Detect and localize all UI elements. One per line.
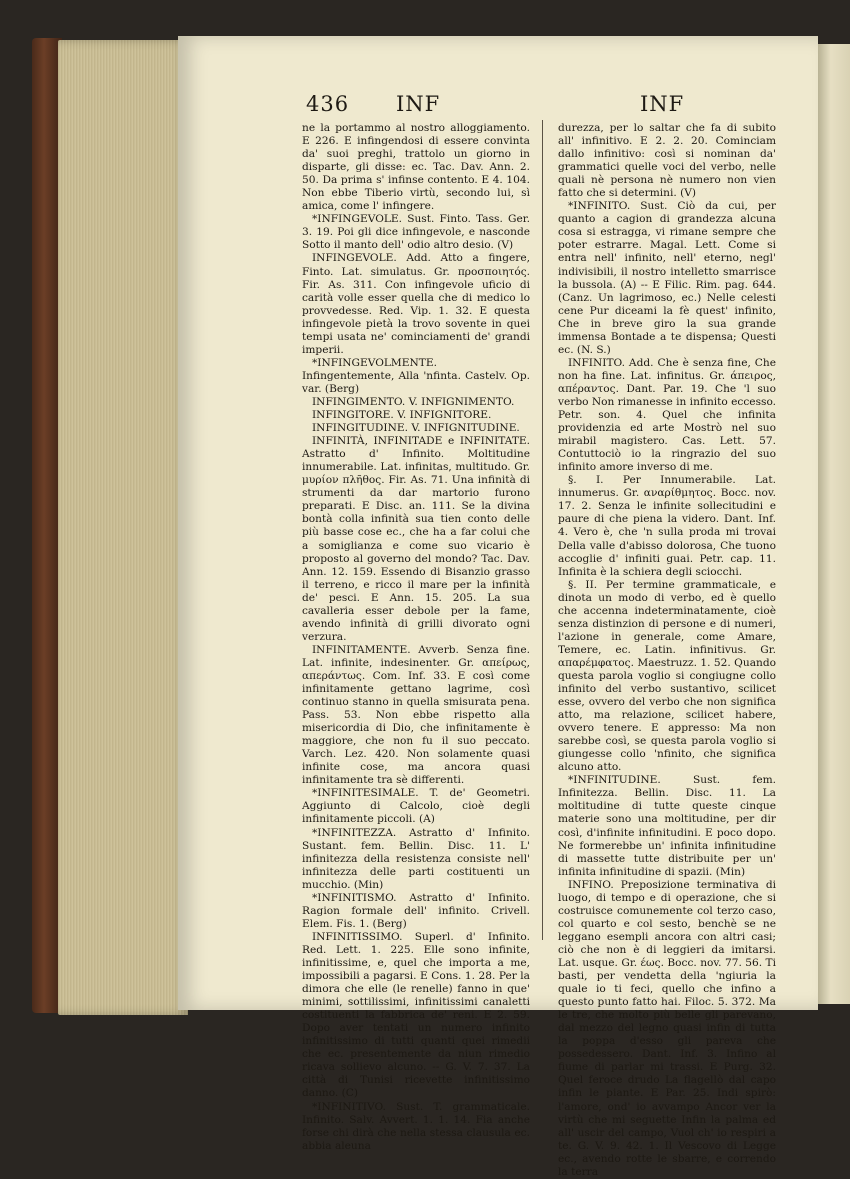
- entry-infinitezza: *INFINITEZZA. Astratto d' Infinito. Sustant. fem. Bellin. Disc. 11. L' infinitezza della resistenza consiste nell' infinitezza delle parti costituenti un mucchio. (Min): [302, 826, 530, 891]
- entry-text: durezza, per lo saltar che fa di subito all' infinitivo. E 2. 2. 20. Cominciam dallo infinitivo: così si nominan da' grammatici quelle voci del verbo, nelle quali nè persona nè numero non vien fatto che si determini. (V): [558, 122, 776, 200]
- entry-infingevole-add: INFINGEVOLE. Add. Atto a fingere, Finto. Lat. simulatus. Gr. προσποιητός. Fir. As. 311. Con infingevole uficio di carità volle esser quella che di medico lo provvedesse. Red. Vip. 1. 32. E questa infingevole pietà la trovo sovente in quei tempi usata ne' cominciamenti de' grandi imperii.: [302, 252, 530, 356]
- running-head-left: INF: [396, 92, 441, 116]
- entry-infinitamente: INFINITAMENTE. Avverb. Senza fine. Lat. infinite, indesinenter. Gr. απείρως, απεράντως. Com. Inf. 33. E così come infinitamente gettano lagrime, così continuo stanno in quella smisurata pena. Pass. 53. Non ebbe rispetto alla misericordia di Dio, che infinitamente è maggiore, che non fu il suo peccato. Varch. Lez. 420. Non solamente quasi infinite cose, ma ancora quasi infinitamente tra sè differenti.: [302, 643, 530, 787]
- column-divider: [542, 120, 543, 940]
- entry-infinito-add: INFINITO. Add. Che è senza fine, Che non ha fine. Lat. infinitus. Gr. άπειρος, απέραντος. Dant. Par. 19. Che 'l suo verbo Non rimanesse in infinito eccesso. Petr. son. 4. Quel che infinita providenzia ed arte Mostrò nel suo mirabil magistero. Cas. Lett. 57. Contuttociò io la ringrazio del suo infinito amore inverso di me.: [558, 356, 777, 474]
- entry-text: ne la portammo al nostro alloggiamento. E 226. E infingendosi di essere convinta da' suoi preghi, trattolo un giorno in disparte, gli disse: ec. Tac. Dav. Ann. 2. 50. Da prima s' infinse contento. E 4. 104. Non ebbe Tiberio virtù, secondo lui, sì amica, come l' infingere.: [302, 122, 530, 213]
- left-column: [302, 122, 530, 1153]
- entry-infinito-s2: §. II. Per termine grammaticale, e dinota un modo di verbo, ed è quello che accenna indeterminatamente, cioè senza distinzion di persone e di numeri, l'azione in generale, come Amare, Temere, ec. Latin. infinitivus. Gr. απαρέμφατος. Maestruzz. 1. 52. Quando questa parola voglio si congiugne collo infinito del verbo sustantivo, scilicet esse, ovvero del verbo che non significa atto, ma relazione, scilicet habere, ovvero tenere. E appresso: Ma non sarebbe così, se questa parola voglio si giungesse collo 'nfinito, che significa alcuno atto.: [558, 578, 776, 774]
- entry-infinito-s1: §. I. Per Innumerabile. Lat. innumerus. Gr. αναρίθμητος. Bocc. nov. 17. 2. Senza le infinite sollecitudini e paure di che piena la videro. Dant. Inf. 4. Vero è, che 'n sulla proda mi trovai Della valle d'abisso dolorosa, Che tuono accoglie d' infiniti guai. Petr. cap. 11. Infinita è la schiera degli sciocchi.: [558, 474, 776, 578]
- entry-infinitivo: *INFINITIVO. Sust. T. grammaticale. Infinito. Salv. Avvert. 1. 1. 14. Fia anche forse chi dirà che nella stessa clausula ec. abbia aleuna: [302, 1100, 530, 1152]
- next-page-edge: [818, 44, 850, 1004]
- entry-infino: INFINO. Preposizione terminativa di luogo, di tempo e di operazione, che si costruisce comunemente col terzo caso, col quarto e col sesto, benchè se ne leggano esempli ancora con altri casi; ciò che non è di leggieri da imitarsi. Lat. usque. Gr. έως. Bocc. nov. 77. 56. Ti basti, per vendetta della 'ngiuria la quale io ti feci, quello che infino a questo punto fatto hai. Filoc. 5. 372. Ma le tre, che molto più belle gli parevano, dal mezzo del legno quasi infin di tutta la poppa d'esso gli pareva che possedessero. Dant. Inf. 3. Infino al fiume di parlar mi trassi. E Purg. 32. Quel feroce drudo La flagellò dal capo infin le piante. E Par. 25. Indi spirò: l'amore, ond' io avvampo Ancor ver la virtù che mi seguette Infin la palma ed all' uscir del campo, Vuol ch' io respiri a te. G. V. 9. 42. 1. Il Vescovo di Legge ec., avendo rotte le sbarre, e correndo la terra: [558, 878, 776, 1178]
- entry-infinito-sust: *INFINITO. Sust. Ciò da cui, per quanto a cagion di grandezza alcuna cosa si estragga, vi rimane sempre che poter estrarre. Magal. Lett. Come si entra nell' infinito, nell' eterno, negl' indivisibili, il nostro intelletto smarrisce la bussola. (A) -- E Filic. Rim. pag. 644. (Canz. Un lagrimoso, ec.) Nelle celesti cene Pur diceami la fè quest' infinito, Che in breve giro la sua grande immensa Bontade a te dispensa; Questi ec. (N. S.): [558, 200, 776, 356]
- page-edges: [58, 40, 188, 1015]
- entry-infingevolmente: *INFINGEVOLMENTE. Infingentemente, Alla 'nfinta. Castelv. Op. var. (Berg): [302, 356, 530, 395]
- entry-infingevole-sust: *INFINGEVOLE. Sust. Finto. Tass. Ger. 3. 19. Poi gli dice infingevole, e nasconde Sotto il manto dell' odio altro desio. (V): [302, 213, 530, 252]
- entry-infingitudine: INFINGITUDINE. V. INFIGNITUDINE.: [312, 422, 520, 435]
- page-number: 436: [306, 92, 350, 116]
- running-head-right: INF: [640, 92, 685, 116]
- entry-infingitore: INFINGITORE. V. INFIGNITORE.: [312, 409, 492, 422]
- entry-infinitissimo: INFINITISSIMO. Superl. d' Infinito. Red. Lett. 1. 225. Elle sono infinite, infinitissime, e, quel che importa a me, impossibili a pagarsi. E Cons. 1. 28. Per la dimora che elle (le renelle) fanno in que' minimi, sottilissimi, infinitissimi canaletti costituenti la fabbrica de' reni. E 2. 59. Dopo aver tentati un numero infinito infinitissimo di tutti quanti quei rimedii che ec. presentemente da niun rimedio ricava sollievo alcuno. -- G. V. 7. 37. La città di Tunisi ricevette infinitissimo danno. (C): [302, 930, 530, 1100]
- entry-infinita: INFINITÀ, INFINITADE e INFINITATE. Astratto d' Infinito. Moltitudine innumerabile. Lat. infinitas, multitudo. Gr. μυρίον πλῆθος. Fir. As. 71. Una infinità di strumenti da dar martorio furono preparati. E Disc. an. 111. Se la divina bontà colla infinità sua tien conto delle più basse cose ec., che ha a far colui che a somiglianza e come suo vicario è proposto al governo del mondo? Tac. Dav. Ann. 12. 159. Essendo di Bisanzio grasso il terreno, e ricco il mare per la infinità de' pesci. E Ann. 15. 205. La sua cavalleria esser debole per la fame, avendo infinità di grilli divorato ogni verzura.: [302, 435, 530, 643]
- entry-infinitudine: *INFINITUDINE. Sust. fem. Infinitezza. Bellin. Disc. 11. La moltitudine di tutte queste cinque materie sono una moltitudine, per dir così, d'infinite infinitudini. E poco dopo. Ne formerebbe un' infinita infinitudine di massette tutte distribuite per un' infinita infinitudine di spazii. (Min): [558, 774, 776, 878]
- entry-infinitesimale: *INFINITESIMALE. T. de' Geometri. Aggiunto di Calcolo, cioè degli infinitamente piccoli. (A): [302, 787, 530, 826]
- entry-infingimento: INFINGIMENTO. V. INFIGNIMENTO.: [312, 395, 515, 408]
- right-column: [558, 122, 776, 1179]
- entry-infinitismo: *INFINITISMO. Astratto d' Infinito. Ragion formale dell' infinito. Crivell. Elem. Fis. 1. (Berg): [302, 891, 530, 930]
